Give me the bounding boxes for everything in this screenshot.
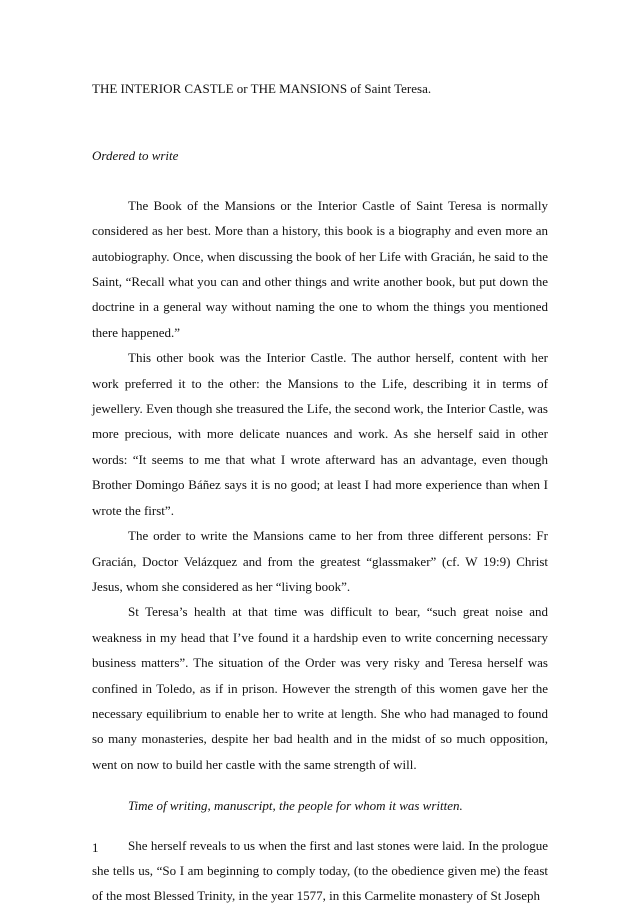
body-paragraph: The Book of the Mansions or the Interior Castle of Saint Teresa is normally considered as her best. More than a history, this book is a biography and even more an autobiography. Once, when discussing the book of her Life with Gracián, he said to the Saint, “Recall what you can and other things and write another book, but put down the doctrine in a general way without naming the one to whom the things you mentioned there happened.” — [92, 197, 548, 340]
body-paragraph: This other book was the Interior Castle. The author herself, content with her work preferred it to the other: the Mansions to the Life, describing it in terms of jewellery. Even though she treasured the Life, the second work, the Interior Castle, was more precious, with more delicate nuances and work. As she herself said in other words: “It seems to me that what I wrote afterward has an advantage, even though Brother Domingo Báñez says it is no good; at least I had more experience than when I wrote the first”. — [92, 350, 548, 518]
body-paragraph: She herself reveals to us when the first and last stones were laid. In the prologue she tells us, “So I am beginning to comply today, (to the obedience given me) the feast of the most Blessed Trinity, in the year 1577, in this Carmelite monastery of St Joseph — [92, 837, 548, 904]
document-body — [92, 76, 548, 909]
document-title: THE INTERIOR CASTLE or THE MANSIONS of Saint Teresa. — [92, 81, 432, 96]
body-paragraph: The order to write the Mansions came to her from three different persons: Fr Gracián, Doctor Velázquez and from the greatest “glassmaker” (cf. W 19:9) Christ Jesus, whom she considered as her “living book”. — [92, 528, 548, 594]
page-number: 1 — [92, 840, 99, 855]
subheading: Time of writing, manuscript, the people for whom it was written. — [128, 798, 463, 814]
body-paragraph: St Teresa’s health at that time was difficult to bear, “such great noise and weakness in my head that I’ve found it a hardship even to write concerning necessary business matters”. The situation of the Order was very risky and Teresa herself was confined in Toledo, as if in prison. However the strength of this women gave her the necessary equilibrium to enable her to write at length. She who had managed to found so many monasteries, despite her bad health and in the midst of so much opposition, went on now to build her castle with the same strength of will. — [92, 604, 548, 772]
section-heading: Ordered to write — [92, 148, 179, 164]
